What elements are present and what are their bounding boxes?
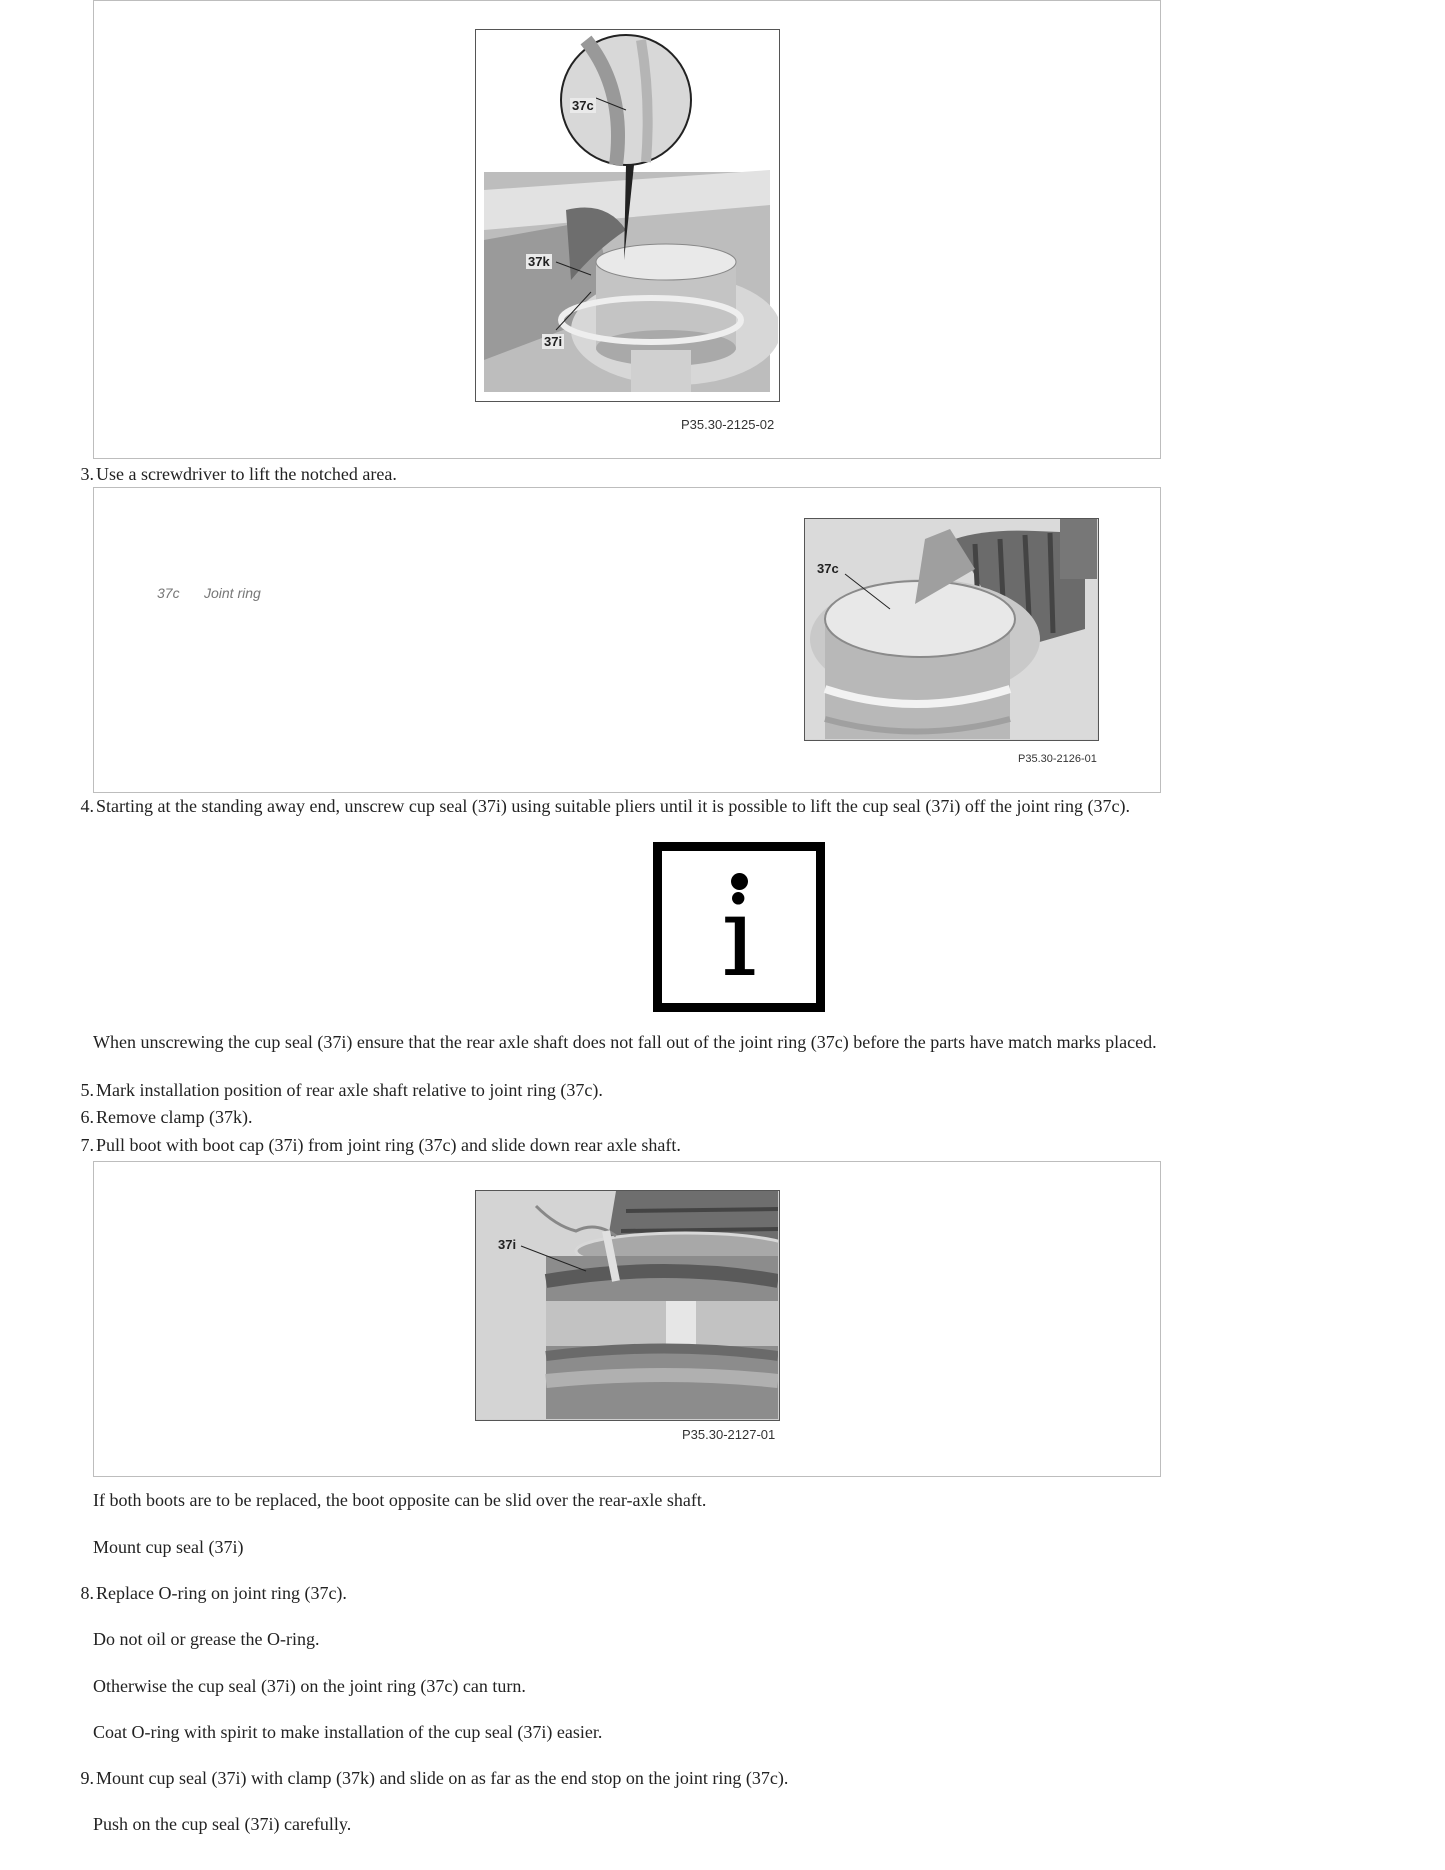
step-number: 3. bbox=[80, 464, 94, 484]
push-careful-note: Push on the cup seal (37i) carefully. bbox=[93, 1814, 352, 1834]
figure-2-photo bbox=[804, 518, 1099, 741]
callout-37c: 37c bbox=[572, 98, 594, 113]
figure-1-ref: P35.30-2125-02 bbox=[681, 417, 775, 432]
step-text: Replace O-ring on joint ring (37c). bbox=[96, 1583, 347, 1603]
step-9 bbox=[74, 1767, 788, 1789]
step-text: Use a screwdriver to lift the notched area. bbox=[96, 464, 397, 484]
figure-3-ref: P35.30-2127-01 bbox=[682, 1427, 776, 1442]
coat-oring-note: Coat O-ring with spirit to make installation of the cup seal (37i) easier. bbox=[93, 1722, 603, 1742]
step-text: Starting at the standing away end, unscrew cup seal (37i) using suitable pliers until it is possible to lift the cup seal (37i) off the joint ring (37c). bbox=[96, 796, 1130, 816]
legend-text: Joint ring bbox=[204, 585, 261, 601]
step-text: Mount cup seal (37i) with clamp (37k) and slide on as far as the end stop on the joint ring (37c). bbox=[96, 1768, 789, 1788]
figure-3-photo bbox=[475, 1190, 780, 1421]
info-icon bbox=[653, 842, 825, 1012]
step-5 bbox=[74, 1079, 603, 1101]
step-8 bbox=[74, 1582, 347, 1604]
step-text: Mark installation position of rear axle shaft relative to joint ring (37c). bbox=[96, 1080, 603, 1100]
step-4 bbox=[74, 795, 1130, 817]
callout-37i: 37i bbox=[498, 1237, 517, 1252]
figure-2 bbox=[93, 487, 1161, 793]
figure-1 bbox=[93, 0, 1161, 459]
callout-37i: 37i bbox=[544, 334, 563, 349]
legend-code: 37c bbox=[157, 585, 180, 601]
callout-37c: 37c bbox=[817, 561, 839, 576]
callout-37k: 37k bbox=[528, 254, 550, 269]
boots-note: If both boots are to be replaced, the boot opposite can be slid over the rear-axle shaft. bbox=[93, 1490, 707, 1510]
step-number: 7. bbox=[80, 1135, 94, 1155]
no-grease-note: Do not oil or grease the O-ring. bbox=[93, 1629, 320, 1649]
can-turn-note: Otherwise the cup seal (37i) on the joint ring (37c) can turn. bbox=[93, 1676, 526, 1696]
step-number: 9. bbox=[80, 1768, 94, 1788]
info-note-text: When unscrewing the cup seal (37i) ensure that the rear axle shaft does not fall out of the joint ring (37c) before the parts have match marks placed. bbox=[93, 1032, 1157, 1052]
figure-3 bbox=[93, 1161, 1161, 1477]
figure-3-illustration bbox=[476, 1191, 778, 1419]
step-text: Pull boot with boot cap (37i) from joint ring (37c) and slide down rear axle shaft. bbox=[96, 1135, 681, 1155]
step-6 bbox=[74, 1106, 252, 1128]
info-icon-glyph: i bbox=[721, 872, 757, 1002]
figure-1-illustration bbox=[476, 30, 778, 400]
step-7 bbox=[74, 1134, 681, 1156]
figure-2-ref: P35.30-2126-01 bbox=[1018, 753, 1097, 765]
step-number: 6. bbox=[80, 1107, 94, 1127]
figure-2-illustration bbox=[805, 519, 1097, 739]
step-text: Remove clamp (37k). bbox=[96, 1107, 253, 1127]
step-number: 5. bbox=[80, 1080, 94, 1100]
figure-1-photo bbox=[475, 29, 780, 402]
mount-heading: Mount cup seal (37i) bbox=[93, 1537, 244, 1557]
step-3 bbox=[74, 463, 397, 485]
step-number: 4. bbox=[80, 796, 94, 816]
step-number: 8. bbox=[80, 1583, 94, 1603]
